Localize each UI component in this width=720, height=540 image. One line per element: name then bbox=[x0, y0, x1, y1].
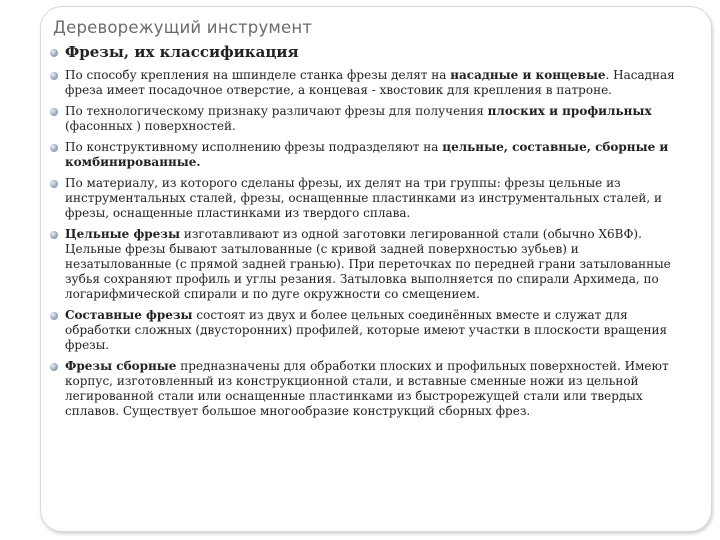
bullet-item bbox=[48, 104, 688, 134]
bullet-dot-icon bbox=[50, 49, 58, 57]
bullet-text: изготавливают из одной заготовки легированной стали (обычно Х6ВФ). Цельные фрезы бывают затылованные (с кривой задней поверхностью зубьев) и незатылованные (с прямой задней гранью). При переточках по передней грани затылованные зубья сохраняют профиль и углы резания. Затыловка выполняется по спирали Архимеда, по логарифмической спирали и по дуге окружности со смещением. bbox=[65, 227, 671, 301]
bullet-text-bold: плоских и профильных bbox=[487, 104, 652, 118]
bullet-text-bold: насадные и концевые bbox=[450, 68, 606, 82]
bullet-item bbox=[48, 68, 688, 98]
bullet-item bbox=[48, 227, 688, 302]
bullet-dot-icon bbox=[50, 72, 58, 80]
bullet-text-bold: Фрезы сборные bbox=[65, 359, 177, 373]
bullet-text-bold: Цельные фрезы bbox=[65, 227, 180, 241]
bullet-text-bold: Составные фрезы bbox=[65, 308, 193, 322]
bullet-item bbox=[48, 359, 688, 419]
bullet-dot-icon bbox=[50, 231, 58, 239]
bullet-dot-icon bbox=[50, 312, 58, 320]
bullet-text: По материалу, из которого сделаны фрезы, их делят на три группы: фрезы цельные из инструментальных сталей, фрезы, оснащенные пластинками из инструментальных сталей, и фрезы, оснащенные пластинками из твердого сплава. bbox=[65, 176, 662, 220]
bullet-text: состоят из двух и более цельных соединённых вместе и служат для обработки сложных (двусторонних) профилей, которые имеют участки в плоскости вращения фрезы. bbox=[65, 308, 668, 352]
bullet-text: . Насадная фреза имеет посадочное отверстие, а концевая - хвостовик для крепления в патроне. bbox=[65, 68, 675, 97]
bullet-list bbox=[48, 43, 688, 425]
bullet-item bbox=[48, 140, 688, 170]
bullet-dot-icon bbox=[50, 180, 58, 188]
bullet-text: По технологическому признаку различают фрезы для получения bbox=[65, 104, 488, 118]
bullet-text: предназначены для обработки плоских и профильных поверхностей. Имеют корпус, изготовленный из конструкционной стали, и вставные сменные ножи из цельной легированной стали или оснащенные пластинками из быстрорежущей стали или твердых сплавов. Существует большое многообразие конструкций сборных фрез. bbox=[65, 359, 669, 418]
bullet-text: (фасонных ) поверхностей. bbox=[65, 119, 236, 133]
bullet-item bbox=[48, 308, 688, 353]
bullet-item bbox=[48, 43, 688, 62]
bullet-dot-icon bbox=[50, 144, 58, 152]
bullet-text-bold: цельные, составные, сборные и комбинированные. bbox=[65, 140, 669, 169]
bullet-item bbox=[48, 176, 688, 221]
slide-title: Дереворежущий инструмент bbox=[53, 18, 313, 37]
bullet-text: По конструктивному исполнению фрезы подразделяют на bbox=[65, 140, 443, 154]
bullet-dot-icon bbox=[50, 108, 58, 116]
bullet-dot-icon bbox=[50, 363, 58, 371]
bullet-text-bold: Фрезы, их классификация bbox=[65, 43, 299, 61]
bullet-text: По способу крепления на шпинделе станка фрезы делят на bbox=[65, 68, 451, 82]
